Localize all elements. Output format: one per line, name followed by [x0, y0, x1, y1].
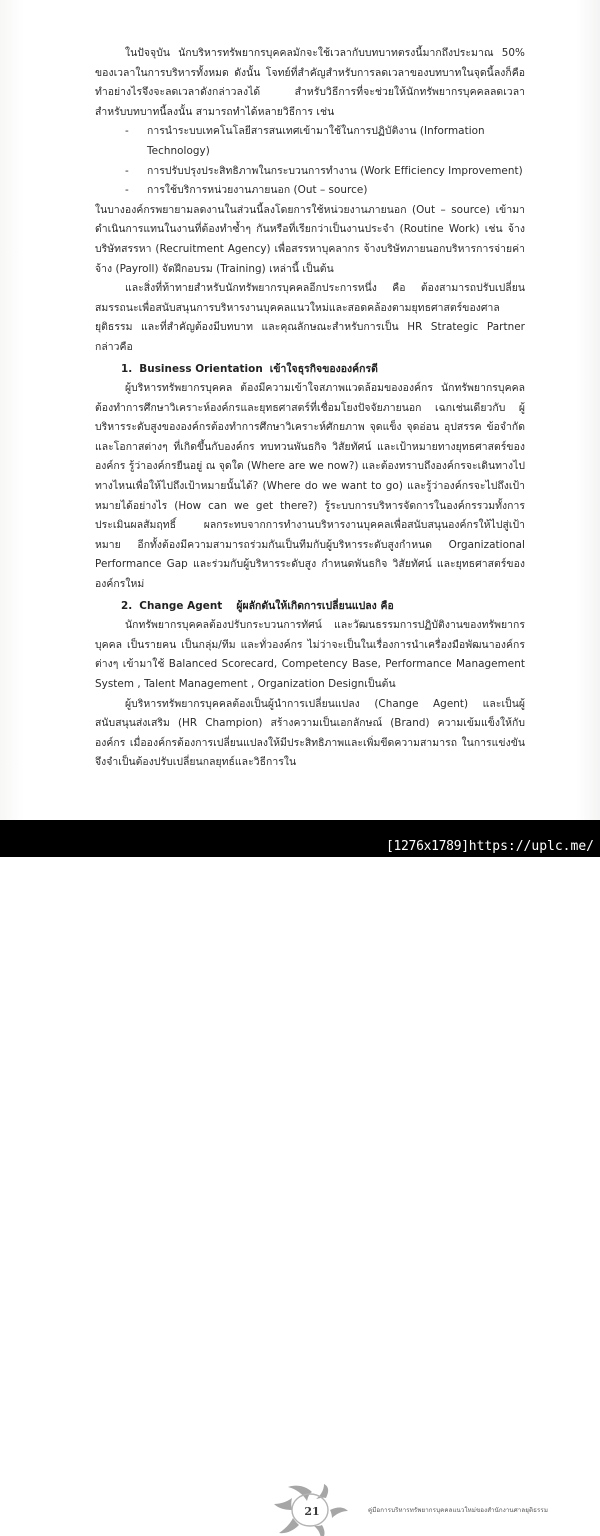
- watermark-text: [386, 839, 594, 854]
- methods-bullet-list: [95, 122, 525, 200]
- heading-english-title: Change Agent: [139, 599, 223, 612]
- watermark-url: https://uplc.me/: [468, 839, 594, 854]
- paragraph-6: ผู้บริหารทรัพยากรบุคคลต้องเป็นผู้นำการเปลี่ยนแปลง (Change Agent) และเป็นผู้สนับสนุนส่งเสริม (HR Champion) สร้างความเป็นเอกลักษณ์ (Brand) ความเข้มแข็งให้กับองค์กร เมื่อองค์กรต้องการเปลี่ยนแปลงให้มีประสิทธิภาพและเพิ่มขีดความสามารถ ในการแข่งขัน จึงจำเป็นต้องปรับเปลี่ยนกลยุทธ์และวิธีการใน: [95, 697, 525, 769]
- footer-caption: คู่มือการบริหารทรัพยากรบุคคลแนวใหม่ของสำนักงานศาลยุติธรรม: [368, 1507, 548, 1514]
- heading-change-agent: [95, 597, 525, 617]
- bullet-marker: -: [125, 125, 129, 138]
- page-number: 21: [304, 1504, 320, 1518]
- heading-business-orientation: [95, 360, 525, 380]
- document-body: [95, 44, 525, 773]
- paragraph-3: และสิ่งที่ท้าทายสำหรับนักทรัพยากรบุคคลอีกประการหนึ่ง คือ ต้องสามารถปรับเปลี่ยนสมรรถนะเพื่อสนับสนุนการบริหารงานบุคคลแนวใหม่และสอดคล้องตามยุทธศาสตร์ของศาลยุติธรรม และที่สำคัญต้องมีบทบาท และคุณลักษณะสำหรับการเป็น HR Strategic Partner กล่าวคือ: [95, 282, 525, 353]
- heading-english-title: Business Orientation: [139, 362, 263, 375]
- bullet-text: การปรับปรุงประสิทธิภาพในกระบวนการทำงาน (Work Efficiency Improvement): [147, 164, 523, 177]
- bullet-text: การนำระบบเทคโนโลยีสารสนเทศเข้ามาใช้ในการปฏิบัติงาน (Information Technology): [147, 125, 485, 157]
- paragraph-1: ในปัจจุบัน นักบริหารทรัพยากรบุคคลมักจะใช้เวลากับบทบาทตรงนี้มากถึงประมาณ 50% ของเวลาในการบริหารทั้งหมด ดังนั้น โจทย์ที่สำคัญสำหรับการลดเวลาของบทบาทในจุดนี้ลงก็คือ ทำอย่างไรจึงจะลดเวลาดังกล่าวลงได้ สำหรับวิธีการที่จะช่วยให้นักทรัพยากรบุคคลลดเวลาสำหรับบทบาทนี้ลงนั้น สามารถทำได้หลายวิธีการ เช่น: [95, 47, 525, 118]
- bullet-marker: -: [125, 164, 129, 177]
- list-item: [95, 162, 525, 182]
- paragraph-4: ผู้บริหารทรัพยากรบุคคล ต้องมีความเข้าใจสภาพแวดล้อมขององค์กร นักทรัพยากรบุคคลต้องทำการศึกษาวิเคราะห์องค์กรและยุทธศาสตร์ที่เชื่อมโยงปัจจัยภายนอก เฉกเช่นเดียวกับ ผู้บริหารระดับสูงขององค์กรต้องทำการศึกษาวิเคราะห์ศักยภาพ จุดแข็ง จุดอ่อน อุปสรรค ข้อจำกัด และโอกาสต่างๆ ที่เกิดขึ้นกับองค์กร ทบทวนพันธกิจ วิสัยทัศน์ และเป้าหมายทางยุทธศาสตร์ขององค์กร รู้ว่าองค์กรยืนอยู่ ณ จุดใด (Where are we now?) และต้องทราบถึงองค์กรจะเดินทางไปทางไหนเพื่อให้ไปถึงเป้าหมายนั้นได้? (Where do we want to go) และรู้ว่าองค์กรจะไปถึงเป้าหมายได้อย่างไร (How can we get there?) รู้ระบบการบริหารจัดการในองค์กรรวมทั้งการประเมินผลสัมฤทธิ์ ผลกระทบจากการทำงานบริหารงานบุคคลเพื่อสนับสนุนองค์กรให้ไปสู่เป้าหมาย อีกทั้งต้องมีความสามารถร่วมกันเป็นทีมกับผู้บริหารระดับสูงกำหนด Organizational Performance Gap และร่วมกับผู้บริหารระดับสูง กำหนดพันธกิจ วิสัยทัศน์ และยุทธศาสตร์ขององค์กรใหม่: [95, 382, 525, 591]
- heading-thai-title: เข้าใจธุรกิจขององค์กรดี: [269, 362, 378, 375]
- paragraph-2: ในบางองค์กรพยายามลดงานในส่วนนี้ลงโดยการใช้หน่วยงานภายนอก (Out – source) เข้ามาดำเนินการแทนในงานที่ต้องทำซ้ำๆ กันหรือที่เรียกว่าเป็นงานประจำ (Routine Work) เช่น จ้างบริษัทสรรหา (Recruitment Agency) เพื่อสรรหาบุคลากร จ้างบริษัทภายนอกบริหารการจ่ายค่าจ้าง (Payroll) จัดฝึกอบรม (Training) เหล่านี้ เป็นต้น: [95, 203, 525, 275]
- watermark-dimensions: [1276x1789]: [385, 839, 469, 854]
- heading-number: 2.: [121, 599, 133, 612]
- list-item: [95, 181, 525, 201]
- bullet-marker: -: [125, 184, 129, 197]
- paragraph-5: นักทรัพยากรบุคคลต้องปรับกระบวนการทัศน์ และวัฒนธรรมการปฏิบัติงานของทรัพยากรบุคคล เป็นรายคน เป็นกลุ่ม/ทีม และทั่วองค์กร ไม่ว่าจะเป็นในเรื่องการนำเครื่องมือพัฒนาองค์กรต่างๆ เข้ามาใช้ Balanced Scorecard, Competency Base, Performance Management System , Talent Management , Organization Designเป็นต้น: [95, 619, 525, 690]
- heading-number: 1.: [121, 362, 133, 375]
- heading-thai-title: ผู้ผลักดันให้เกิดการเปลี่ยนแปลง คือ: [236, 599, 394, 612]
- watermark-bar: [0, 820, 600, 857]
- list-item: [95, 122, 525, 161]
- bullet-text: การใช้บริการหน่วยงานภายนอก (Out – source): [147, 184, 368, 197]
